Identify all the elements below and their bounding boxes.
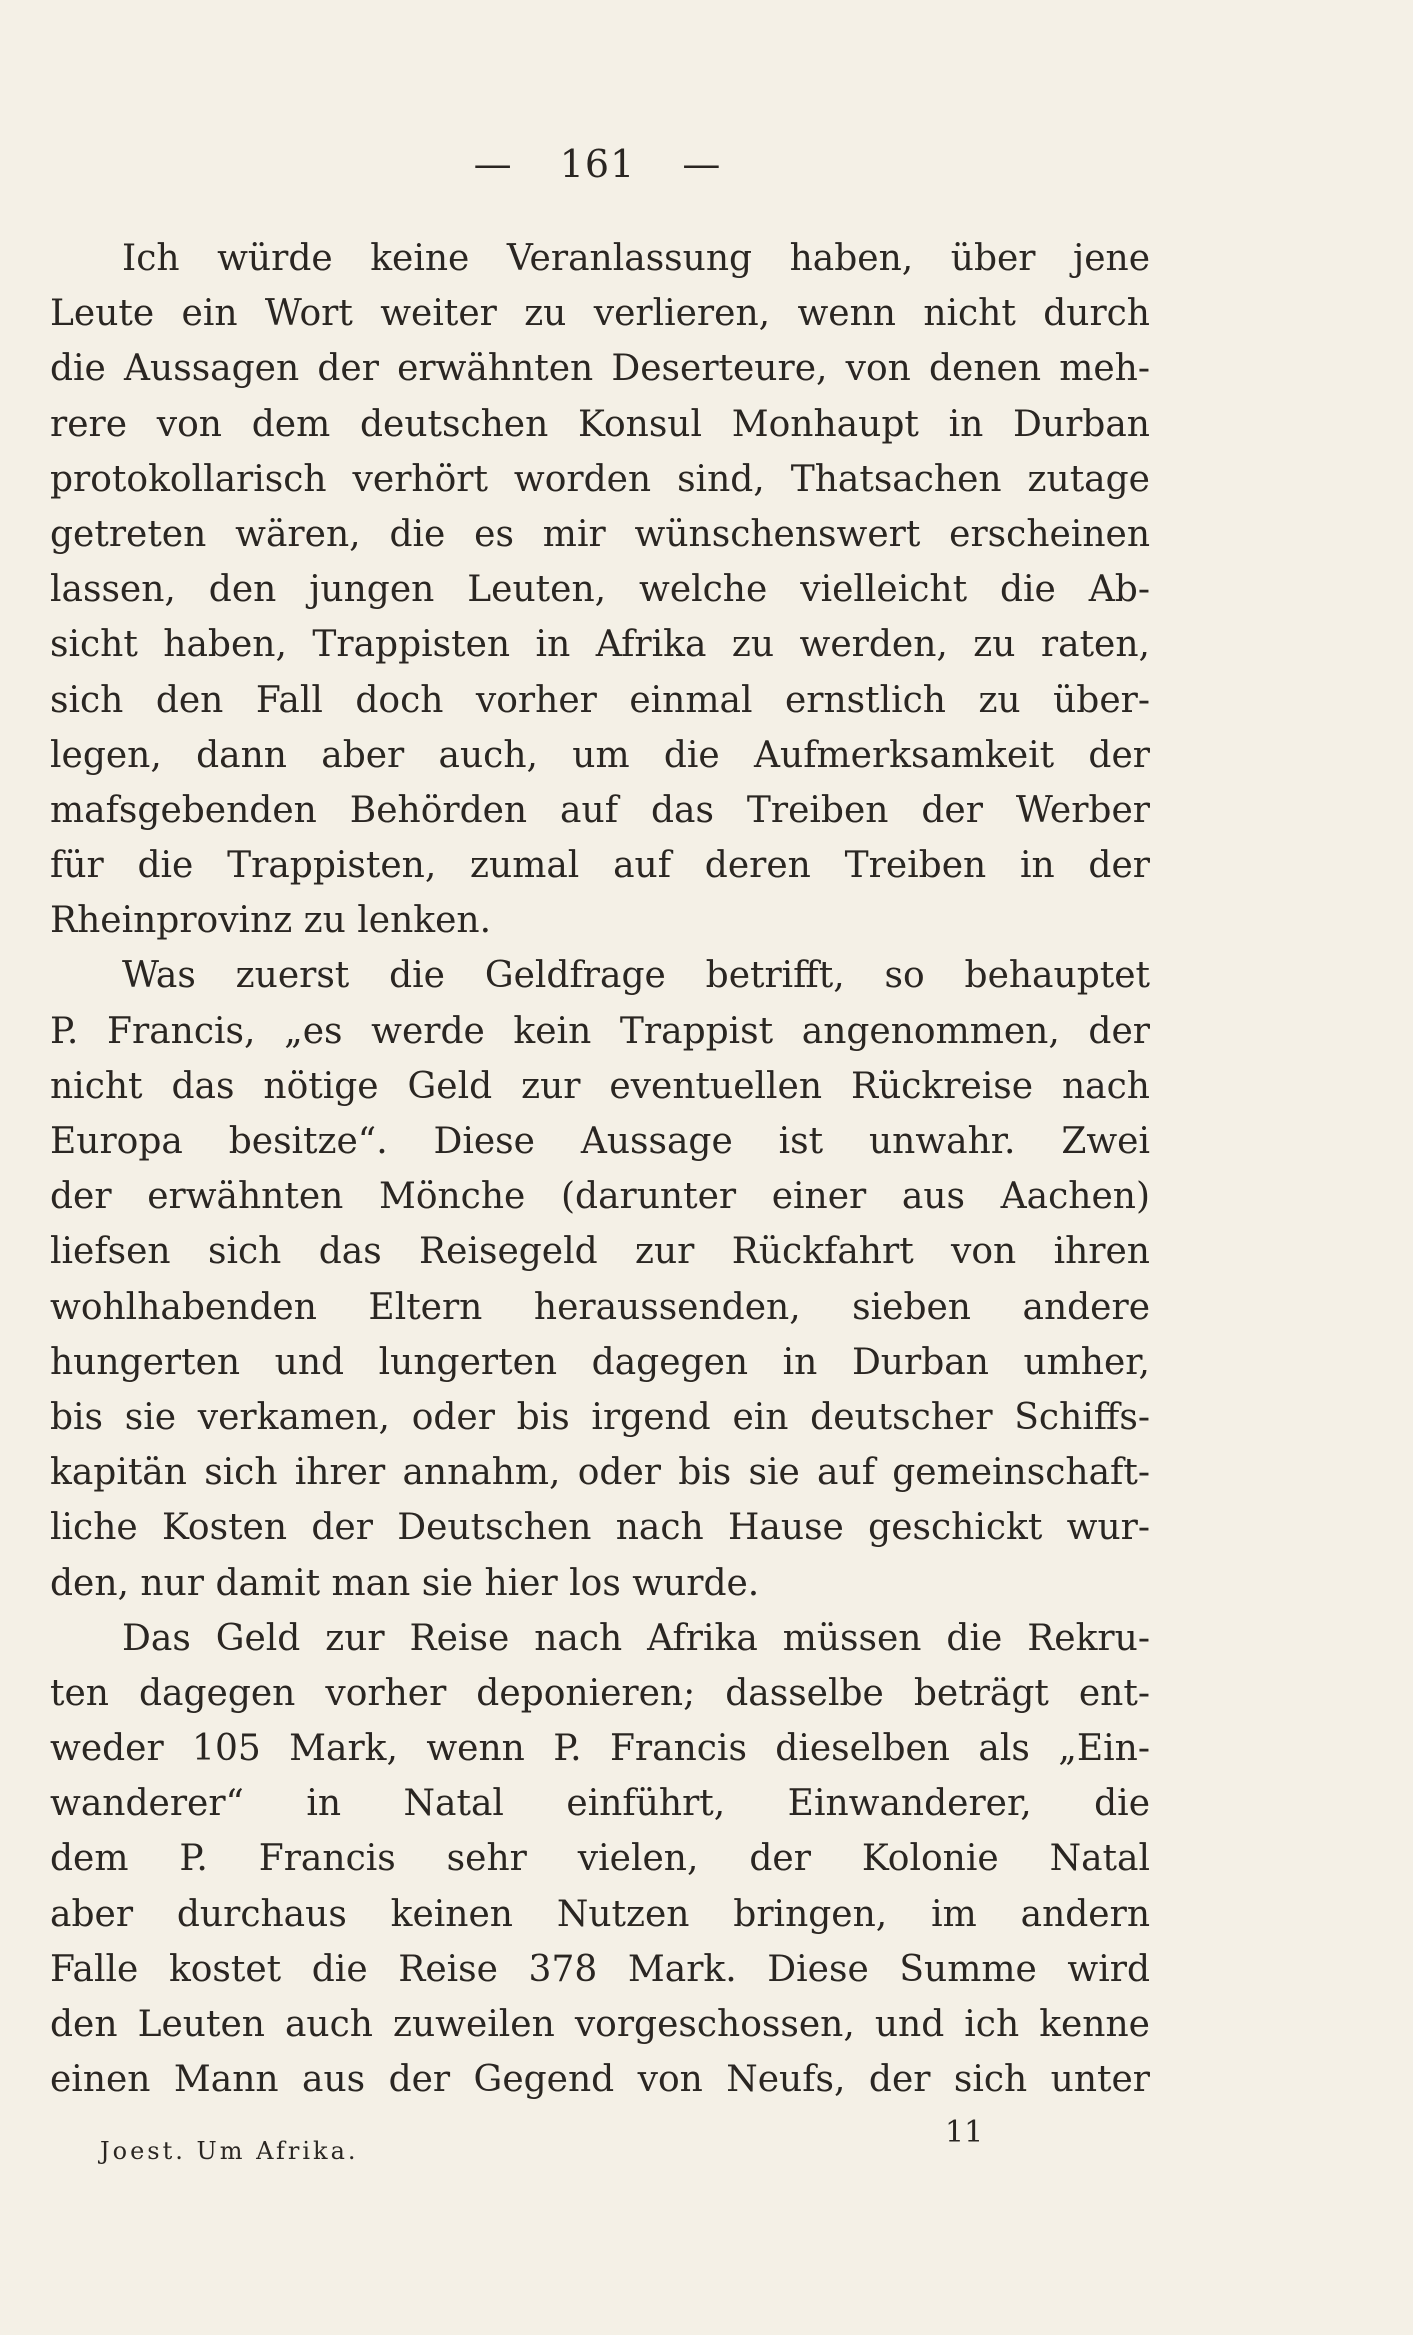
text-line: kapitän sich ihrer annahm, oder bis sie auf gemeinschaft- (50, 1452, 1150, 1494)
text-line: den Leuten auch zuweilen vorgeschossen, und ich kenne (50, 2004, 1150, 2045)
text-line: liche Kosten der Deutschen nach Hause geschickt wur- (50, 1507, 1150, 1549)
text-line: wohlhabenden Eltern heraussenden, sieben andere (50, 1286, 1150, 1328)
text-line: sicht haben, Trappisten in Afrika zu werden, zu raten, (50, 624, 1150, 666)
text-line: getreten wären, die es mir wünschenswert erscheinen (50, 513, 1150, 555)
header-dash-right: — (682, 142, 722, 186)
text-line: rere von dem deutschen Konsul Monhaupt in Durban (50, 403, 1150, 445)
text-line: Das Geld zur Reise nach Afrika müssen die Rekru- (122, 1617, 1150, 1659)
text-line: aber durchaus keinen Nutzen bringen, im andern (50, 1893, 1150, 1935)
page-footer (100, 2115, 1150, 2165)
text-line: Leute ein Wort weiter zu verlieren, wenn nicht durch (50, 293, 1150, 335)
text-line: Europa besitze“. Diese Aussage ist unwahr. Zwei (50, 1121, 1150, 1162)
text-line: bis sie verkamen, oder bis irgend ein deutscher Schiffs- (50, 1396, 1150, 1438)
page-header (0, 142, 1195, 186)
text-line: den, nur damit man sie hier los wurde. (50, 1562, 760, 1604)
text-line: Was zuerst die Geldfrage betrifft, so behauptet (122, 955, 1150, 997)
text-line: Ich würde keine Veranlassung haben, über jene (122, 238, 1150, 279)
signature-mark: 11 (945, 2115, 984, 2150)
text-line: hungerten und lungerten dagegen in Durban umher, (50, 1341, 1150, 1383)
body-text (50, 231, 1150, 2107)
text-line: protokollarisch verhört worden sind, Thatsachen zutage (50, 458, 1150, 500)
text-line: einen Mann aus der Gegend von Neufs, der sich unter (50, 2059, 1150, 2101)
text-line: liefsen sich das Reisegeld zur Rückfahrt von ihren (50, 1231, 1150, 1273)
text-line: legen, dann aber auch, um die Aufmerksamkeit der (50, 734, 1150, 776)
text-line: ten dagegen vorher deponieren; dasselbe beträgt ent- (50, 1672, 1150, 1714)
page-number: 161 (559, 142, 636, 186)
text-line: wanderer“ in Natal einführt, Einwanderer, die (50, 1783, 1150, 1825)
text-line: sich den Fall doch vorher einmal ernstlich zu über- (50, 679, 1150, 721)
header-dash-left: — (473, 142, 513, 186)
text-line: Falle kostet die Reise 378 Mark. Diese Summe wird (50, 1948, 1150, 1990)
text-line: P. Francis, „es werde kein Trappist angenommen, der (50, 1010, 1150, 1052)
text-line: lassen, den jungen Leuten, welche vielleicht die Ab- (50, 569, 1150, 611)
text-line: weder 105 Mark, wenn P. Francis dieselben als „Ein- (50, 1728, 1150, 1770)
running-title: Joest. Um Afrika. (100, 2137, 359, 2165)
text-line: dem P. Francis sehr vielen, der Kolonie Natal (50, 1838, 1150, 1880)
text-line: die Aussagen der erwähnten Deserteure, von denen meh- (50, 348, 1150, 390)
text-line: der erwähnten Mönche (darunter einer aus Aachen) (50, 1176, 1150, 1218)
text-line: nicht das nötige Geld zur eventuellen Rückreise nach (50, 1065, 1150, 1107)
text-line: Rheinprovinz zu lenken. (50, 900, 492, 942)
text-line: mafsgebenden Behörden auf das Treiben der Werber (50, 789, 1150, 831)
text-line: für die Trappisten, zumal auf deren Treiben in der (50, 845, 1150, 887)
